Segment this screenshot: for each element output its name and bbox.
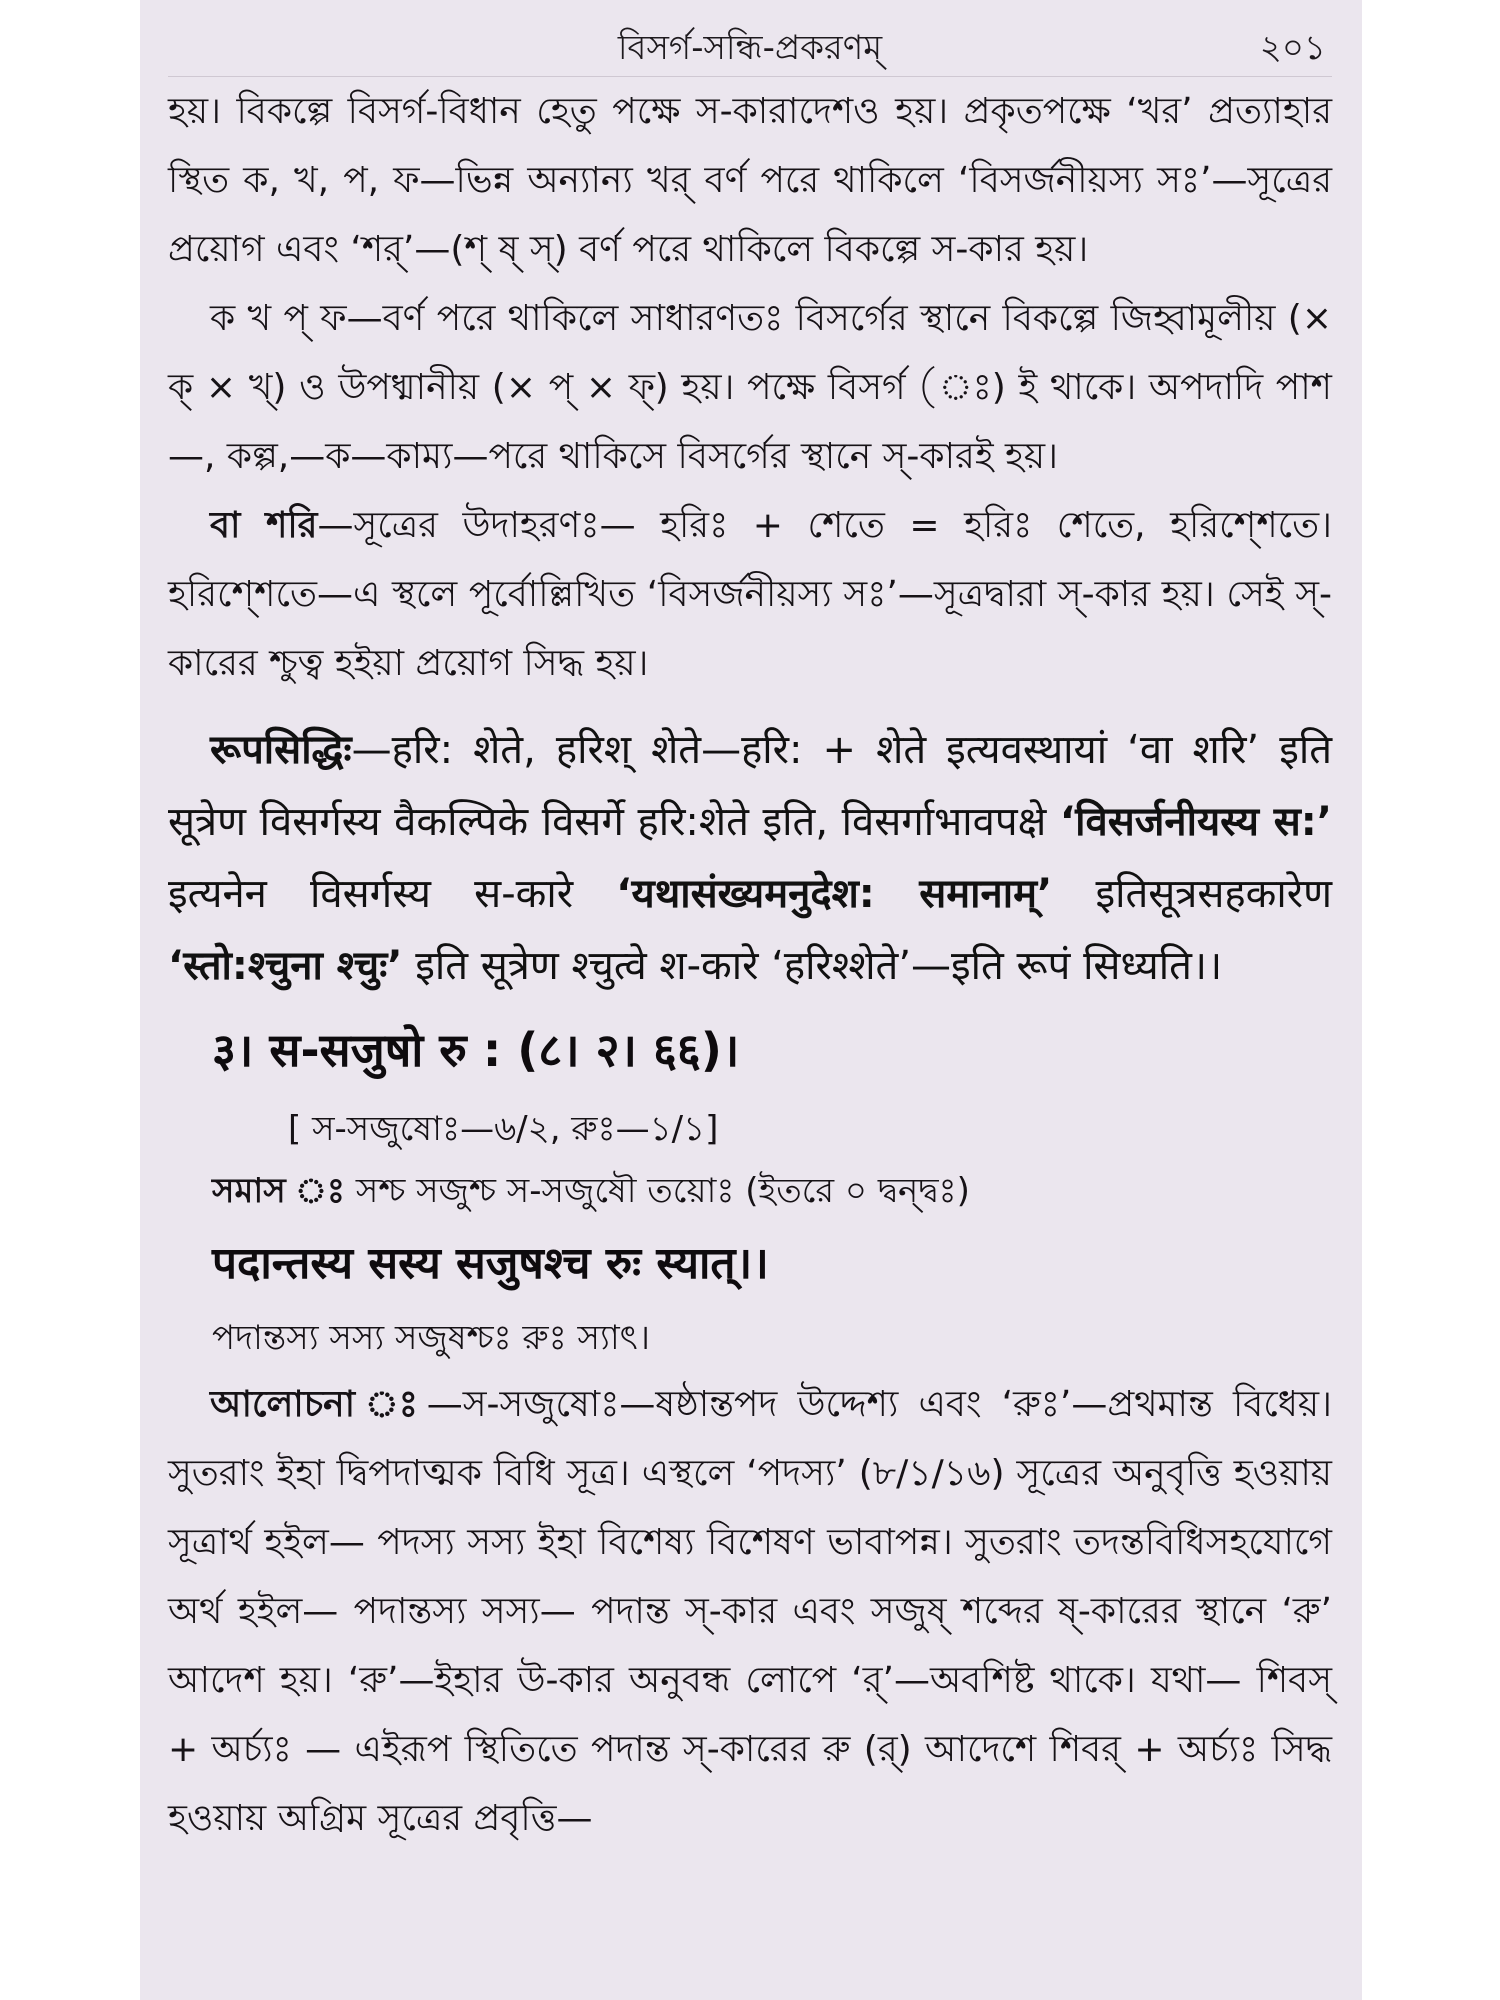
vritti-sanskrit: पदान्तस्य सस्य सजुषश्च रुः स्यात्।।	[212, 1238, 769, 1289]
pada-note: [ স-সজুষোঃ—৬/২, রুঃ—১/১]	[288, 1109, 719, 1149]
page-number: ২০১	[1259, 28, 1326, 68]
va-shari-lead: বা শরি	[210, 505, 318, 546]
paragraph-2: ক খ প্ ফ—বর্ণ পরে থাকিলে সাধারণতঃ বিসর্গের স্থানে বিকল্পে জিহ্বামূলীয় (⨯ ক্ ⨯ খ্) ও উপধ্মানীয় (⨯ প্ ⨯ ফ্) হয়। পক্ষে বিসর্গ (ঃ) ই থাকে। অপদাদি পাশ—, কল্প,—ক—কাম্য—পরে থাকিসে বিসর্গের স্থানে স্-কারই হয়।	[168, 298, 1332, 477]
paragraph-1: হয়। বিকল্পে বিসর্গ-বিধান হেতু পক্ষে স-কারাদেশও হয়। প্রকৃতপক্ষে ‘খর’ প্রত্যাহার স্থিত ক, খ, প, ফ—ভিন্ন অন্যান্য খর্ বর্ণ পরে থাকিলে ‘বিসর্জনীয়স্য সঃ’—সূত্রের প্রয়োগ এবং ‘শর্’—(শ্ ষ্ স্) বর্ণ পরে থাকিলে বিকল্পে স-কার হয়।	[168, 91, 1332, 270]
samas-lead: সমাস ঃ	[212, 1171, 346, 1211]
rupasiddhi-lead: रूपसिद्धिः	[210, 727, 352, 773]
page-header	[168, 14, 1332, 77]
vritti-bengali: পদান্তস্য সস্য সজুষশ্চঃ রুঃ স্যাৎ।	[212, 1318, 651, 1358]
samas-line	[212, 1160, 1332, 1222]
rupasiddhi-text-1: —हरि: शेते, हरिश् शेते—हरि: + शेते इत्यवस्थायां ‘वा शरि’ इति सूत्रेण विसर्गस्य वैकल्पिके विसर्गे हरि:शेते इति, विसर्गाभावपक्षे	[168, 727, 1332, 845]
rupasiddhi-bold-3: ‘स्तो:श्चुना श्चुः’	[168, 943, 403, 989]
paragraph-3	[168, 491, 1332, 698]
rupasiddhi-bold-1: ‘विसर्जनीयस्य स:’	[1059, 799, 1332, 845]
rupasiddhi-text-2: इत्यनेन विसर्गस्य स-कारे	[168, 871, 617, 917]
sutra-heading: ३। स-सजुषो रु : (८। २। ६६)।	[212, 1023, 740, 1077]
paragraph-3-text: —সূত্রের উদাহরণঃ— হরিঃ + শেতে = হরিঃ শেতে, হরিশ্শেতে। হরিশ্শেতে—এ স্থলে পূর্বোল্লিখিত ‘বিসর্জনীয়স্য সঃ’—সূত্রদ্বারা স্-কার হয়। সেই স্-কারের শ্চুত্ব হইয়া প্রয়োগ সিদ্ধ হয়।	[168, 505, 1332, 684]
alochana-lead: আলোচনা ঃ	[210, 1384, 427, 1425]
rupasiddhi-paragraph	[168, 714, 1332, 1002]
alochana-text: —স-সজুষোঃ—ষষ্ঠান্তপদ উদ্দেশ্য এবং ‘রুঃ’—প্রথমান্ত বিধেয়। সুতরাং ইহা দ্বিপদাত্মক বিধি সূত্র। এস্থলে ‘পদস্য’ (৮/১/১৬) সূত্রের অনুবৃত্তি হওয়ায় সূত্রার্থ হইল— পদস্য সস্য ইহা বিশেষ্য বিশেষণ ভাবাপন্ন। সুতরাং তদন্তবিধিসহযোগে অর্থ হইল— পদান্তস্য সস্য— পদান্ত স্-কার এবং সজুষ্ শব্দের ষ্-কারের স্থানে ‘রু’ আদেশ হয়। ‘রু’—ইহার উ-কার অনুবন্ধ লোপে ‘র্’—অবশিষ্ট থাকে। যথা— শিবস্ + অর্চ্যঃ — এইরূপ স্থিতিতে পদান্ত স্-কারের রু (র্) আদেশে শিবর্ + অর্চ্যঃ সিদ্ধ হওয়ায় অগ্রিম সূত্রের প্রবৃত্তি—	[168, 1384, 1332, 1839]
alochana-paragraph	[168, 1370, 1332, 1853]
rupasiddhi-text-4: इति सूत्रेण श्चुत्वे श-कारे ‘हरिश्शेते’—इति रूपं सिध्यति।।	[402, 943, 1223, 989]
book-page	[140, 0, 1362, 2000]
rupasiddhi-bold-2: ‘यथासंख्यमनुदेश: समानाम्’	[616, 871, 1053, 917]
rupasiddhi-text-3: इतिसूत्रसहकारेण	[1052, 871, 1332, 917]
running-head: বিসর্গ-সন্ধি-প্রকরণম্	[617, 28, 883, 68]
samas-text: সশ্চ সজুশ্চ স-সজুষৌ তয়োঃ (ইতরে ০ দ্বন্দ্বঃ)	[345, 1171, 970, 1211]
